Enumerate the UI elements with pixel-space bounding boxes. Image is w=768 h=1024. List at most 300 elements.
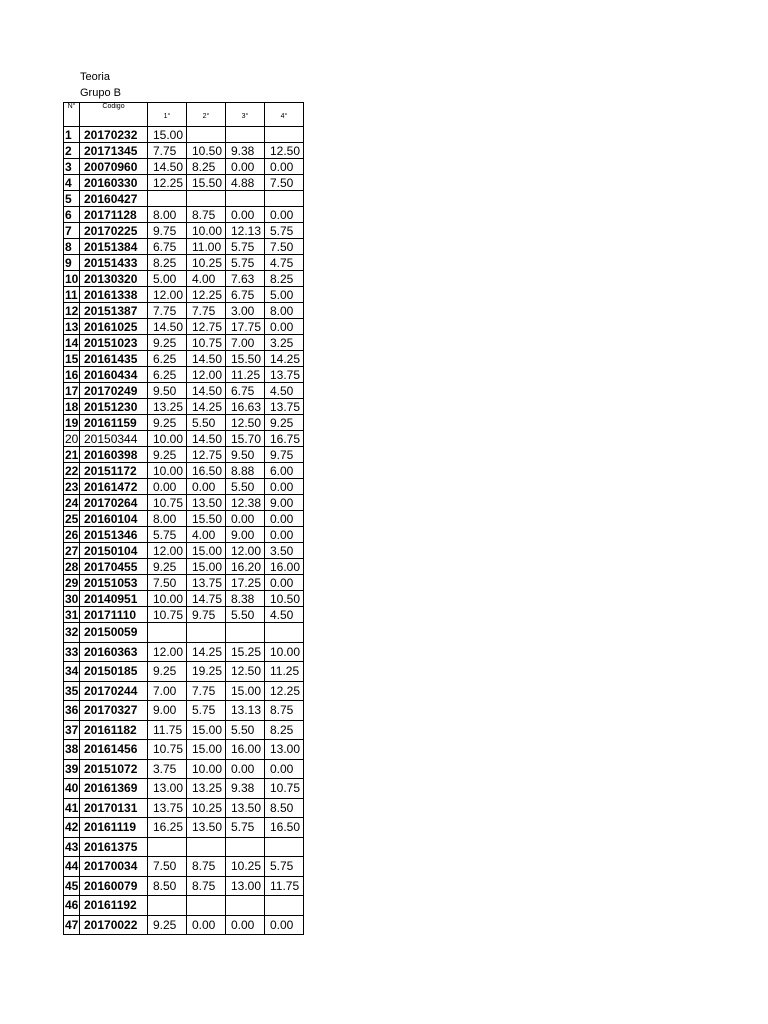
grade-2-cell: 12.00	[187, 367, 226, 383]
row-number: 41	[64, 798, 80, 818]
table-row	[64, 287, 304, 303]
grade-3-cell: 16.20	[226, 559, 265, 575]
grade-2-cell: 19.25	[187, 662, 226, 682]
grade-2-cell: 7.75	[187, 681, 226, 701]
page-title: Teoria	[80, 71, 110, 83]
table-row	[64, 335, 304, 351]
grade-3-cell: 8.88	[226, 463, 265, 479]
grade-2-cell	[187, 623, 226, 643]
row-number: 20	[65, 431, 79, 446]
grade-3-cell: 8.38	[226, 591, 265, 607]
row-number: 23	[65, 479, 79, 494]
grade-3-cell: 12.00	[226, 543, 265, 559]
table-row	[64, 740, 304, 760]
table-row	[64, 559, 304, 575]
grade-2-cell: 9.75	[187, 607, 226, 623]
grade-4-cell: 9.00	[265, 495, 304, 511]
header-code: Codigo	[80, 103, 148, 127]
row-number: 38	[64, 740, 80, 760]
grade-3-cell: 0.00	[226, 915, 265, 935]
grade-4-cell: 16.75	[265, 431, 304, 447]
grade-1-cell: 10.00	[148, 431, 187, 447]
grade-2-cell: 12.75	[187, 319, 226, 335]
student-code: 20160363	[80, 642, 148, 662]
row-number: 40	[64, 779, 80, 799]
grade-4-cell: 8.25	[265, 271, 304, 287]
grade-2-cell: 8.75	[187, 207, 226, 223]
grade-4-cell	[265, 896, 304, 916]
grade-3-cell: 5.50	[226, 479, 265, 495]
grade-2-cell: 15.00	[187, 543, 226, 559]
row-number: 27	[65, 543, 79, 558]
grade-3-cell: 12.50	[226, 662, 265, 682]
grade-4-cell	[265, 127, 304, 143]
row-number: 35	[64, 681, 80, 701]
grade-3-cell: 0.00	[226, 511, 265, 527]
grade-1-cell: 6.75	[148, 239, 187, 255]
grade-1-cell: 7.00	[148, 681, 187, 701]
student-code: 20170232	[80, 127, 148, 143]
header-row	[64, 103, 304, 127]
header-grade-3: 3°	[226, 103, 265, 127]
grade-2-cell: 15.50	[187, 511, 226, 527]
row-number: 1	[64, 127, 80, 143]
grade-1-cell: 8.00	[148, 207, 187, 223]
grade-2-cell: 7.75	[187, 303, 226, 319]
grade-3-cell: 5.75	[226, 818, 265, 838]
student-code: 20151346	[80, 527, 148, 543]
grade-4-cell: 9.25	[265, 415, 304, 431]
table-row	[64, 607, 304, 623]
grade-2-cell: 13.25	[187, 779, 226, 799]
grade-4-cell: 5.00	[265, 287, 304, 303]
grade-4-cell: 0.00	[265, 159, 304, 175]
student-code: 20170327	[80, 701, 148, 721]
grade-4-cell: 11.25	[265, 662, 304, 682]
grade-1-cell: 9.25	[148, 415, 187, 431]
row-number: 2	[64, 143, 80, 159]
table-row	[64, 642, 304, 662]
table-row	[64, 818, 304, 838]
grade-4-cell: 10.50	[265, 591, 304, 607]
student-code: 20151172	[80, 463, 148, 479]
student-code: 20170455	[80, 559, 148, 575]
row-number: 30	[65, 591, 79, 606]
grade-4-cell: 11.75	[265, 876, 304, 896]
row-number: 3	[64, 159, 80, 175]
student-code: 20171110	[80, 607, 148, 623]
grade-4-cell: 4.75	[265, 255, 304, 271]
student-code: 20160427	[80, 191, 148, 207]
grade-3-cell: 15.50	[226, 351, 265, 367]
grade-2-cell: 15.00	[187, 559, 226, 575]
row-number: 22	[65, 463, 79, 478]
student-code: 20151230	[80, 399, 148, 415]
grade-4-cell: 8.50	[265, 798, 304, 818]
grade-2-cell: 12.25	[187, 287, 226, 303]
grade-2-cell: 10.50	[187, 143, 226, 159]
grade-1-cell: 9.25	[148, 915, 187, 935]
table-row	[64, 701, 304, 721]
table-row	[64, 779, 304, 799]
student-code: 20161119	[80, 818, 148, 838]
grade-4-cell: 0.00	[265, 575, 304, 591]
student-code: 20150104	[80, 543, 148, 559]
row-number: 43	[64, 837, 80, 857]
student-code: 20160104	[80, 511, 148, 527]
student-code: 20170264	[80, 495, 148, 511]
grade-3-cell: 5.75	[226, 239, 265, 255]
table-row	[64, 207, 304, 223]
student-code: 20161338	[80, 287, 148, 303]
grade-2-cell: 0.00	[187, 915, 226, 935]
student-code: 20171345	[80, 143, 148, 159]
student-code: 20151053	[80, 575, 148, 591]
student-code: 20160398	[80, 447, 148, 463]
table-row	[64, 543, 304, 559]
grade-1-cell: 8.00	[148, 511, 187, 527]
grade-1-cell: 14.50	[148, 159, 187, 175]
grade-1-cell: 9.75	[148, 223, 187, 239]
header-grade-2: 2°	[187, 103, 226, 127]
table-row	[64, 495, 304, 511]
grade-2-cell: 14.25	[187, 399, 226, 415]
row-number: 45	[64, 876, 80, 896]
table-row	[64, 511, 304, 527]
table-row	[64, 479, 304, 495]
row-number: 44	[64, 857, 80, 877]
table-row	[64, 623, 304, 643]
grade-2-cell: 5.50	[187, 415, 226, 431]
grade-1-cell: 7.75	[148, 303, 187, 319]
grade-4-cell: 13.00	[265, 740, 304, 760]
grade-3-cell: 15.00	[226, 681, 265, 701]
grade-3-cell: 16.63	[226, 399, 265, 415]
grade-1-cell: 12.00	[148, 642, 187, 662]
grade-2-cell: 8.75	[187, 857, 226, 877]
student-code: 20170244	[80, 681, 148, 701]
table-row	[64, 367, 304, 383]
grade-1-cell: 11.75	[148, 720, 187, 740]
table-row	[64, 159, 304, 175]
table-row	[64, 255, 304, 271]
grade-2-cell: 4.00	[187, 527, 226, 543]
row-number: 16	[65, 367, 79, 382]
row-number: 14	[65, 335, 79, 350]
grade-2-cell: 12.75	[187, 447, 226, 463]
grade-1-cell: 6.25	[148, 367, 187, 383]
student-code: 20130320	[80, 271, 148, 287]
grade-4-cell	[265, 191, 304, 207]
grade-4-cell: 16.50	[265, 818, 304, 838]
grade-4-cell: 0.00	[265, 527, 304, 543]
grades-table-body	[64, 127, 304, 935]
student-code: 20170022	[80, 915, 148, 935]
grade-4-cell: 7.50	[265, 239, 304, 255]
grade-3-cell: 11.25	[226, 367, 265, 383]
row-number: 39	[64, 759, 80, 779]
row-number: 26	[65, 527, 79, 542]
grade-1-cell	[148, 191, 187, 207]
grade-1-cell: 13.00	[148, 779, 187, 799]
grade-2-cell: 4.00	[187, 271, 226, 287]
grade-2-cell: 15.00	[187, 720, 226, 740]
grade-1-cell	[148, 837, 187, 857]
grade-3-cell: 4.88	[226, 175, 265, 191]
row-number: 11	[65, 287, 78, 302]
student-code: 20161182	[80, 720, 148, 740]
row-number: 5	[64, 191, 80, 207]
grade-4-cell: 0.00	[265, 915, 304, 935]
grade-3-cell: 9.38	[226, 779, 265, 799]
row-number: 42	[64, 818, 80, 838]
grade-1-cell: 12.25	[148, 175, 187, 191]
grade-2-cell	[187, 191, 226, 207]
row-number: 19	[65, 415, 79, 430]
student-code: 20150185	[80, 662, 148, 682]
grade-1-cell: 7.50	[148, 575, 187, 591]
grade-4-cell: 0.00	[265, 319, 304, 335]
row-number: 25	[65, 511, 79, 526]
table-row	[64, 431, 304, 447]
grade-1-cell: 5.75	[148, 527, 187, 543]
grade-3-cell: 7.00	[226, 335, 265, 351]
grade-3-cell: 5.50	[226, 607, 265, 623]
grade-3-cell	[226, 837, 265, 857]
grades-table-header	[64, 103, 304, 127]
row-number: 9	[64, 255, 80, 271]
row-number: 4	[64, 175, 80, 191]
table-row	[64, 837, 304, 857]
grade-3-cell: 17.25	[226, 575, 265, 591]
grade-3-cell: 5.50	[226, 720, 265, 740]
grade-3-cell: 3.00	[226, 303, 265, 319]
grade-4-cell	[265, 837, 304, 857]
grade-2-cell	[187, 896, 226, 916]
table-row	[64, 399, 304, 415]
grade-3-cell: 10.25	[226, 857, 265, 877]
grade-3-cell: 17.75	[226, 319, 265, 335]
row-number: 37	[64, 720, 80, 740]
grade-4-cell: 0.00	[265, 479, 304, 495]
grade-2-cell: 16.50	[187, 463, 226, 479]
student-code: 20161159	[80, 415, 148, 431]
grade-3-cell: 12.50	[226, 415, 265, 431]
student-code: 20161375	[80, 837, 148, 857]
grade-1-cell: 7.75	[148, 143, 187, 159]
grade-1-cell: 9.25	[148, 662, 187, 682]
grade-3-cell: 15.70	[226, 431, 265, 447]
grade-4-cell: 13.75	[265, 399, 304, 415]
grade-1-cell: 9.25	[148, 559, 187, 575]
student-code: 20170131	[80, 798, 148, 818]
grade-2-cell: 8.75	[187, 876, 226, 896]
grade-1-cell: 13.75	[148, 798, 187, 818]
row-number: 47	[64, 915, 80, 935]
student-code: 20160079	[80, 876, 148, 896]
grade-1-cell: 10.00	[148, 591, 187, 607]
grade-1-cell	[148, 623, 187, 643]
grade-1-cell	[148, 896, 187, 916]
table-row	[64, 351, 304, 367]
row-number: 13	[65, 319, 79, 334]
table-row	[64, 415, 304, 431]
grade-1-cell: 7.50	[148, 857, 187, 877]
grade-2-cell: 8.25	[187, 159, 226, 175]
grade-1-cell: 3.75	[148, 759, 187, 779]
grade-4-cell: 10.00	[265, 642, 304, 662]
grade-4-cell: 10.75	[265, 779, 304, 799]
header-grade-1: 1°	[148, 103, 187, 127]
grade-1-cell: 14.50	[148, 319, 187, 335]
grade-2-cell: 10.00	[187, 223, 226, 239]
grade-2-cell: 14.25	[187, 642, 226, 662]
grade-2-cell: 14.50	[187, 383, 226, 399]
student-code: 20170034	[80, 857, 148, 877]
grade-2-cell: 10.25	[187, 798, 226, 818]
grade-3-cell	[226, 896, 265, 916]
student-code: 20151387	[80, 303, 148, 319]
table-row	[64, 463, 304, 479]
row-number: 34	[64, 662, 80, 682]
group-subtitle: Grupo B	[80, 87, 121, 99]
grade-1-cell: 15.00	[148, 127, 187, 143]
grade-2-cell	[187, 127, 226, 143]
row-number: 36	[64, 701, 80, 721]
student-code: 20151023	[80, 335, 148, 351]
student-code: 20161369	[80, 779, 148, 799]
row-number: 28	[65, 559, 79, 574]
student-code: 20160434	[80, 367, 148, 383]
row-number: 8	[64, 239, 80, 255]
grade-3-cell: 6.75	[226, 383, 265, 399]
grade-3-cell: 9.00	[226, 527, 265, 543]
grade-4-cell: 3.50	[265, 543, 304, 559]
row-number: 17	[65, 383, 79, 398]
student-code: 20161472	[80, 479, 148, 495]
grade-1-cell: 0.00	[148, 479, 187, 495]
table-row	[64, 857, 304, 877]
grade-2-cell: 0.00	[187, 479, 226, 495]
grade-4-cell: 5.75	[265, 857, 304, 877]
table-row	[64, 223, 304, 239]
grade-2-cell	[187, 837, 226, 857]
grade-2-cell: 10.25	[187, 255, 226, 271]
student-code: 20151384	[80, 239, 148, 255]
student-code: 20161025	[80, 319, 148, 335]
grade-4-cell	[265, 623, 304, 643]
student-code: 20161435	[80, 351, 148, 367]
grade-3-cell: 9.50	[226, 447, 265, 463]
grade-1-cell: 6.25	[148, 351, 187, 367]
table-row	[64, 239, 304, 255]
grade-4-cell: 0.00	[265, 759, 304, 779]
grade-2-cell: 13.50	[187, 495, 226, 511]
row-number: 10	[65, 271, 79, 286]
student-code: 20170249	[80, 383, 148, 399]
table-row	[64, 720, 304, 740]
grade-3-cell: 0.00	[226, 759, 265, 779]
student-code: 20150059	[80, 623, 148, 643]
grade-3-cell: 6.75	[226, 287, 265, 303]
row-number: 18	[65, 399, 79, 414]
grade-4-cell: 8.25	[265, 720, 304, 740]
grade-3-cell: 15.25	[226, 642, 265, 662]
grade-4-cell: 3.25	[265, 335, 304, 351]
grade-4-cell: 13.75	[265, 367, 304, 383]
grade-2-cell: 11.00	[187, 239, 226, 255]
grade-1-cell: 13.25	[148, 399, 187, 415]
grade-4-cell: 14.25	[265, 351, 304, 367]
table-row	[64, 143, 304, 159]
grade-3-cell	[226, 127, 265, 143]
grade-2-cell: 10.75	[187, 335, 226, 351]
student-code: 20151433	[80, 255, 148, 271]
table-row	[64, 896, 304, 916]
grade-1-cell: 9.25	[148, 335, 187, 351]
row-number: 24	[65, 495, 79, 510]
grade-1-cell: 9.50	[148, 383, 187, 399]
grade-3-cell: 0.00	[226, 159, 265, 175]
grade-3-cell: 9.38	[226, 143, 265, 159]
grade-4-cell: 4.50	[265, 607, 304, 623]
row-number: 33	[64, 642, 80, 662]
grade-3-cell: 13.50	[226, 798, 265, 818]
table-row	[64, 575, 304, 591]
row-number: 32	[64, 623, 80, 643]
grade-2-cell: 10.00	[187, 759, 226, 779]
grade-1-cell: 10.00	[148, 463, 187, 479]
grade-1-cell: 9.25	[148, 447, 187, 463]
grade-2-cell: 13.50	[187, 818, 226, 838]
student-code: 20161192	[80, 896, 148, 916]
grade-4-cell: 8.75	[265, 701, 304, 721]
student-code: 20070960	[80, 159, 148, 175]
table-row	[64, 876, 304, 896]
grade-4-cell: 6.00	[265, 463, 304, 479]
row-number: 46	[64, 896, 80, 916]
grade-1-cell: 12.00	[148, 543, 187, 559]
table-row	[64, 662, 304, 682]
table-row	[64, 681, 304, 701]
student-code: 20150344	[80, 431, 148, 447]
table-row	[64, 527, 304, 543]
grade-4-cell: 7.50	[265, 175, 304, 191]
grade-1-cell: 5.00	[148, 271, 187, 287]
grade-1-cell: 12.00	[148, 287, 187, 303]
header-number: N°	[64, 103, 80, 127]
grade-1-cell: 16.25	[148, 818, 187, 838]
grade-3-cell: 13.00	[226, 876, 265, 896]
header-grade-4: 4°	[265, 103, 304, 127]
grade-3-cell: 7.63	[226, 271, 265, 287]
grade-2-cell: 15.50	[187, 175, 226, 191]
grade-2-cell: 14.50	[187, 351, 226, 367]
table-row	[64, 591, 304, 607]
row-number: 7	[64, 223, 80, 239]
row-number: 12	[65, 303, 79, 318]
grade-1-cell: 9.00	[148, 701, 187, 721]
grade-1-cell: 8.25	[148, 255, 187, 271]
table-row	[64, 759, 304, 779]
student-code: 20170225	[80, 223, 148, 239]
grade-4-cell: 12.25	[265, 681, 304, 701]
grade-4-cell: 12.50	[265, 143, 304, 159]
grade-3-cell	[226, 623, 265, 643]
student-code: 20171128	[80, 207, 148, 223]
grade-3-cell: 5.75	[226, 255, 265, 271]
student-code: 20140951	[80, 591, 148, 607]
